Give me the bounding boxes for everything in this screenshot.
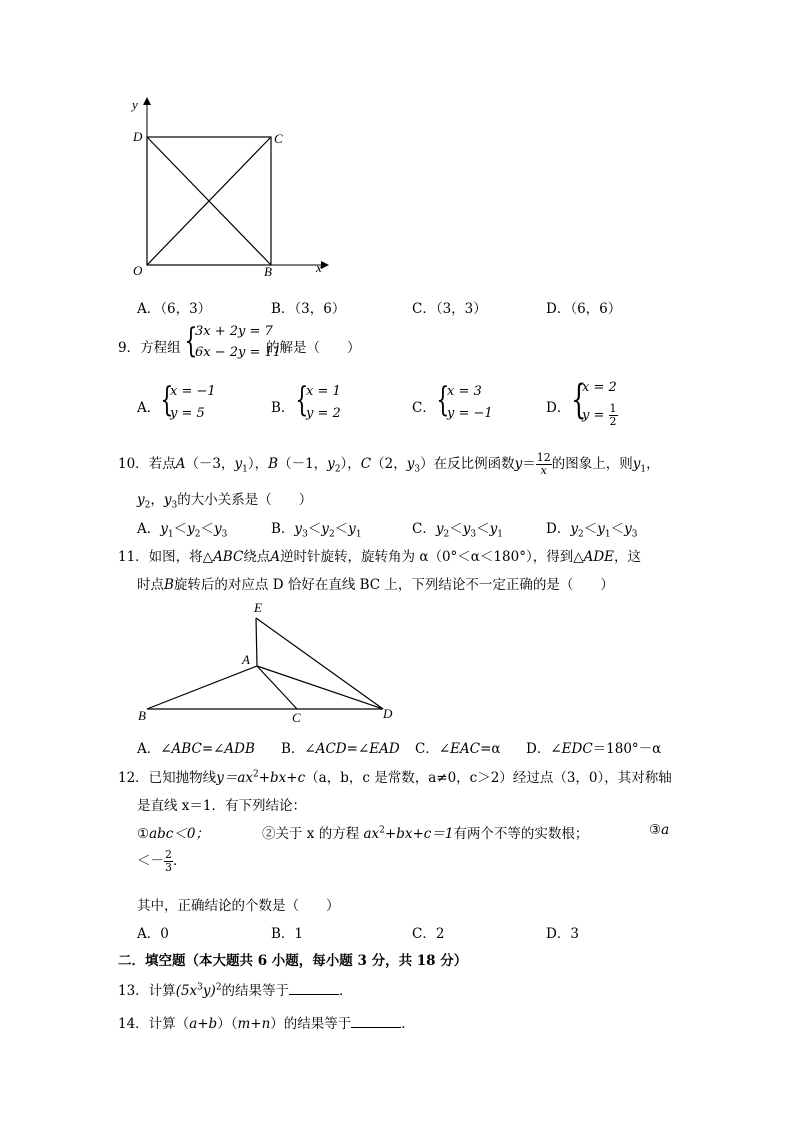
q12-line1-a: 12．已知抛物线 — [118, 770, 217, 786]
segment-ae — [256, 618, 257, 666]
q11-abc: ABC — [213, 549, 244, 565]
q10-coord-c: （2， — [371, 456, 407, 472]
q10-option-c-y3: y — [489, 521, 498, 537]
q9-option-d-label: D． — [546, 400, 571, 416]
q11-option-a-angle2: ∠ADB — [213, 741, 255, 757]
q10-point-c: C — [360, 456, 372, 472]
q12-c3-a: a — [661, 822, 670, 838]
q10-coord-a: （－3， — [185, 456, 235, 472]
q12-line1 — [118, 766, 672, 786]
q10-option-b-label: B． — [271, 521, 295, 537]
q13-sup1: 3 — [197, 982, 203, 993]
q10-option-a-s3: 3 — [221, 529, 228, 540]
q10-line2-y2: y — [137, 492, 145, 508]
q10-coord-b: （－1， — [278, 456, 328, 472]
q12-c1-marker: ① — [137, 826, 150, 842]
q10-option-b-lt1: ＜ — [307, 521, 322, 537]
q9-option-d-fraction — [609, 403, 618, 428]
q10-option-a-lt2: ＜ — [200, 521, 214, 537]
q10-option-a-y3: y — [214, 521, 222, 537]
q12-c2-marker: ② — [262, 826, 276, 842]
q9-suffix: 的解是（ ） — [266, 340, 361, 356]
q11-option-a — [137, 737, 255, 757]
q13-sup2: 2 — [215, 982, 222, 993]
q9-prefix: 9．方程组 — [118, 340, 181, 356]
q11-line2-a: 时点 — [137, 577, 164, 593]
q13-expr2: y) — [202, 983, 216, 999]
q9-option-d-line2-prefix: y = — [582, 408, 609, 423]
q10-tail-sub: 1 — [640, 464, 647, 475]
label-c: C — [274, 131, 283, 146]
q10-close3: ）在反比例函数 — [420, 456, 515, 472]
q11-option-b-angle2: ∠EAD — [357, 741, 400, 757]
label-d: D — [133, 129, 143, 144]
q10-option-d-lt2: ＜ — [610, 521, 625, 537]
q13-answer-blank[interactable] — [289, 982, 339, 995]
q10-option-b-s1: 3 — [302, 529, 308, 540]
q11-option-d — [526, 737, 661, 757]
q10-option-a-y2: y — [187, 521, 195, 537]
q12-c2-expr2: +bx+c＝1 — [384, 826, 454, 842]
q12-expr2: +bx+c — [258, 770, 306, 786]
q10-line2-y3: y — [163, 492, 172, 508]
q9-option-c-line1: x = 3 — [447, 384, 482, 399]
q10-sub1: 1 — [242, 464, 248, 475]
q10-option-a — [137, 517, 227, 540]
q11-option-c-label: C． — [415, 741, 439, 757]
q11-option-c — [415, 737, 501, 757]
q10-option-b-s2: 2 — [328, 529, 335, 540]
q12-c3-fraction — [164, 849, 173, 874]
q9-option-a-line1: x = −1 — [170, 384, 216, 399]
q10-line2-comma: ， — [150, 492, 164, 508]
q10-option-b-y3: y — [348, 521, 356, 537]
label-c: C — [292, 710, 301, 725]
q11-option-b-label: B． — [281, 741, 305, 757]
q11-option-c-angle: ∠EAC — [438, 741, 481, 757]
label-o: O — [133, 263, 143, 278]
q10-option-d-y: y — [570, 521, 578, 537]
q10-option-c-lt1: ＜ — [449, 521, 463, 537]
q8-option-c: C．（3，3） — [412, 301, 487, 317]
label-y: y — [132, 97, 138, 112]
q10-frac-den: x — [540, 464, 547, 477]
q10-fraction — [536, 452, 552, 477]
q10-option-d-lt1: ＜ — [583, 521, 598, 537]
q14-c: ）的结果等于 — [270, 1016, 352, 1032]
q10-y2: y — [327, 456, 335, 472]
q12-option-c: C．2 — [412, 926, 445, 942]
q12-conclusion-2 — [262, 822, 588, 842]
q10-option-d-s1: 2 — [577, 529, 584, 540]
q11-line1-d: ，这 — [614, 549, 642, 565]
q13-a: 13．计算 — [118, 983, 176, 999]
q12-c2-sup: 2 — [379, 825, 385, 836]
q14-b: ）（ — [217, 1016, 238, 1032]
q10-option-c-y: y — [435, 521, 444, 537]
q10-tail-y: y — [632, 456, 641, 472]
q11-line1 — [118, 545, 641, 565]
q10-y3: y — [406, 456, 415, 472]
q10-option-d-y3: y — [624, 521, 632, 537]
q11-line1-b: 绕点 — [243, 549, 271, 565]
q10-close2: ）， — [340, 456, 361, 472]
label-b: B — [264, 264, 272, 279]
label-d: D — [383, 706, 393, 721]
label-b: B — [138, 708, 146, 723]
q12-c2-expr: ax — [363, 826, 380, 842]
q10-line2-sub2: 2 — [144, 500, 151, 511]
q9-option-c-brace: { — [436, 380, 450, 420]
q11-option-d-angle: ∠EDC — [550, 741, 593, 757]
q11-option-a-label: A． — [137, 741, 161, 757]
q14-answer-blank[interactable] — [351, 1015, 401, 1028]
q9-option-b-brace: { — [295, 380, 309, 420]
q10-option-c-s3: 1 — [497, 529, 503, 540]
q9-option-a-brace: { — [160, 380, 174, 420]
q12-conclusion-3-cont — [137, 849, 187, 874]
q9-option-d-frac-num: 1 — [609, 402, 617, 415]
segment-ba — [147, 666, 257, 709]
q10-close1: ）， — [247, 456, 269, 472]
q8-option-d: D．（6，6） — [546, 301, 622, 317]
square-diagram — [125, 95, 335, 285]
q9-option-d-brace: { — [571, 377, 587, 423]
q10-func-y: y — [514, 456, 523, 472]
q13-expr: (5x — [175, 983, 198, 999]
segment-ed — [256, 618, 383, 709]
q11-option-d-label: D． — [526, 741, 551, 757]
q11-option-a-angle1: ∠ABC — [160, 741, 202, 757]
q11-a: A — [270, 549, 281, 565]
q12-c3-marker: ③ — [649, 822, 662, 838]
q10-option-c-y2: y — [462, 521, 471, 537]
q10-eq: ＝ — [522, 456, 536, 472]
q10-option-a-s2: 2 — [194, 529, 201, 540]
q8-option-b: B．（3，6） — [271, 301, 346, 317]
q12-c3-dot: ． — [173, 853, 187, 869]
q9-option-a-label: A． — [137, 400, 161, 416]
q9-option-d-line1: x = 2 — [582, 380, 617, 395]
q12-c3-num: 2 — [165, 848, 172, 861]
q10-option-d-label: D． — [546, 521, 571, 537]
q9-option-b-line2: y = 2 — [306, 406, 341, 421]
q10-frac-num: 12 — [536, 451, 551, 464]
label-x: x — [316, 260, 322, 275]
q9-option-d-line2 — [582, 403, 618, 428]
q10-option-a-label: A． — [137, 521, 161, 537]
q11-line2-b: 旋转后的对应点 D 恰好在直线 BC 上，下列结论不一定正确的是（ ） — [173, 577, 614, 593]
q12-sup: 2 — [252, 769, 259, 780]
rotation-diagram — [130, 598, 400, 726]
q14-e2: m+n — [237, 1016, 271, 1032]
q14-a: 14．计算（ — [118, 1016, 190, 1032]
q12-c3-lt: ＜－ — [137, 853, 164, 869]
q12-option-b: B．1 — [271, 926, 304, 942]
q10-line1 — [118, 452, 660, 477]
q10-sub3: 3 — [414, 464, 421, 475]
q10-number: 10．若点 — [118, 456, 176, 472]
label-a: A — [242, 652, 250, 667]
q13-b: 的结果等于 — [221, 983, 290, 999]
q9-option-a-line2: y = 5 — [170, 406, 205, 421]
q10-point-a: A — [175, 456, 186, 472]
q10-sub2: 2 — [334, 464, 341, 475]
q14-end: ． — [401, 1016, 415, 1032]
q10-option-c-lt2: ＜ — [476, 521, 490, 537]
q9-option-b-label: B． — [271, 400, 295, 416]
q9-option-c-line2: y = −1 — [447, 406, 493, 421]
q11-option-c-eq: =α — [480, 741, 501, 757]
q11-option-b — [281, 737, 400, 757]
q12-option-a: A．0 — [137, 926, 169, 942]
segment-ad — [257, 666, 383, 709]
q9-option-c-label: C． — [412, 400, 436, 416]
q10-option-c — [412, 517, 503, 540]
q10-y1: y — [234, 456, 243, 472]
q12-line1-b: （a，b，c 是常数，a≠0，c＞2）经过点（3，0），其对称轴 — [305, 770, 672, 786]
q11-line2 — [137, 573, 614, 593]
q10-option-b — [271, 517, 362, 540]
q10-option-b-lt2: ＜ — [334, 521, 349, 537]
q12-c2-text: 关于 x 的方程 — [275, 826, 364, 842]
q11-option-a-eq: = — [201, 741, 214, 757]
q8-option-a: A．（6，3） — [137, 301, 212, 317]
q12-option-d: D．3 — [546, 926, 579, 942]
q13-end: ． — [339, 983, 353, 999]
q10-option-a-lt1: ＜ — [173, 521, 188, 537]
q10-option-d-s3: 3 — [631, 529, 638, 540]
q9-eq1: 3x + 2y = 7 — [195, 324, 273, 339]
q10-tail: 的图象上，则 — [551, 456, 633, 472]
q11-ade: ADE — [583, 549, 615, 565]
q10-option-d-y2: y — [597, 521, 605, 537]
q13 — [118, 979, 353, 999]
q11-option-b-eq: = — [346, 741, 358, 757]
q12-expr: y＝ax — [216, 770, 253, 786]
q9-option-d-frac-den: 2 — [609, 415, 617, 428]
q10-point-b: B — [268, 456, 279, 472]
q12-conclusion-3 — [649, 822, 669, 838]
q9-eq2: 6x − 2y = 11 — [195, 345, 282, 360]
q10-line2-sub3: 3 — [171, 500, 178, 511]
q10-option-b-s3: 1 — [355, 529, 362, 540]
q10-option-b-y: y — [294, 521, 303, 537]
q11-option-d-eq: ＝180°－α — [592, 741, 662, 757]
q12-line2: 是直线 x＝1．有下列结论： — [137, 798, 306, 814]
q11-b: B — [164, 577, 174, 593]
q10-tail-end: ， — [646, 456, 660, 472]
q11-line1-c: 逆时针旋转，旋转角为 α（0°＜α＜180°），得到△ — [280, 549, 584, 565]
q14-e1: a+b — [189, 1016, 218, 1032]
q9-brace: { — [184, 321, 198, 361]
q14 — [118, 1012, 415, 1032]
q10-line2 — [137, 488, 312, 511]
q12-ask: 其中，正确结论的个数是（ ） — [137, 898, 340, 914]
q10-option-c-s2: 3 — [470, 529, 477, 540]
q9-option-b-line1: x = 1 — [306, 384, 341, 399]
q10-option-b-y2: y — [321, 521, 329, 537]
q10-option-a-s1: 1 — [167, 529, 174, 540]
section-2-title: 二．填空题（本大题共 6 小题，每小题 3 分，共 18 分） — [118, 953, 468, 969]
q12-c3-den: 3 — [165, 861, 172, 874]
q10-option-c-label: C． — [412, 521, 436, 537]
q10-option-d-s2: 1 — [604, 529, 611, 540]
q12-conclusion-1 — [137, 822, 209, 842]
q11-option-b-angle1: ∠ACD — [304, 741, 347, 757]
q10-line2-text: 的大小关系是（ ） — [177, 492, 313, 508]
q12-c2-tail: 有两个不等的实数根； — [453, 826, 589, 842]
label-e: E — [254, 600, 262, 615]
q11-line1-a: 11．如图，将△ — [118, 549, 214, 565]
q10-option-a-y: y — [160, 521, 168, 537]
q10-option-c-s1: 2 — [443, 529, 450, 540]
q12-c1-text: abc＜0； — [149, 826, 209, 842]
q10-option-d — [546, 517, 637, 540]
